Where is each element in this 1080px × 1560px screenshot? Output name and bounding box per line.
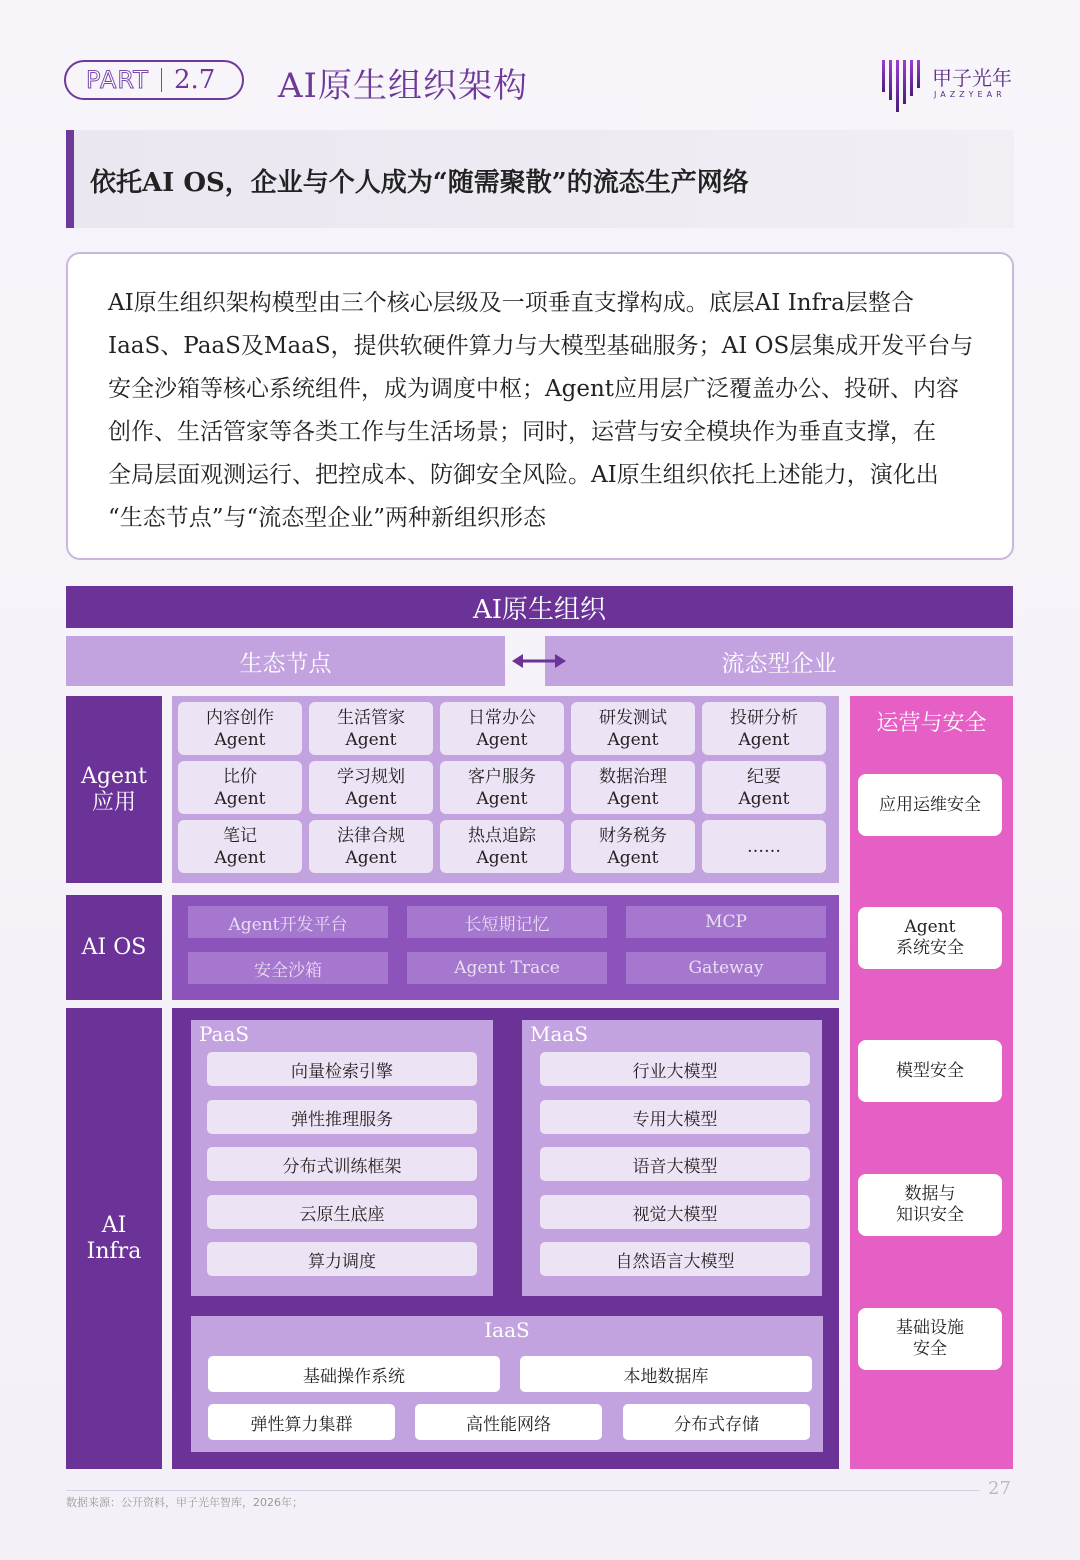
infra-layer-label [66,1008,162,1469]
iaas-item: 高性能网络 [415,1404,602,1440]
description-line: “生态节点”与“流态型企业”两种新组织形态 [108,505,547,531]
double-arrow-icon [510,646,568,676]
paas-item: 弹性推理服务 [207,1100,477,1134]
data-source: 数据来源：公开资料，甲子光年智库，2026年； [66,1496,303,1509]
part-divider [161,68,162,92]
agent-card: 研发测试 Agent [571,702,695,755]
page-title: AI原生组织架构 [278,66,528,106]
aios-chip: Gateway [626,952,826,984]
security-card: 应用运维安全 [858,774,1002,836]
iaas-item: 本地数据库 [520,1356,812,1392]
maas-item: 专用大模型 [540,1100,810,1134]
agent-layer-label [66,696,162,883]
page-number: 27 [988,1478,1011,1499]
description-line: 全局层面观测运行、把控成本、防御安全风险。AI原生组织依托上述能力，演化出 [108,462,939,488]
agent-card: 热点追踪 Agent [440,820,564,873]
part-number: 2.7 [173,65,216,95]
aios-chip: Agent开发平台 [188,906,388,938]
logo-text-cn: 甲子光年 [932,66,1012,90]
agent-layer-label-line1: Agent [81,763,147,789]
subtitle-text: 依托AI OS，企业与个人成为“随需聚散”的流态生产网络 [90,168,749,198]
agent-card-more: …… [702,820,826,873]
brand-logo [880,58,1030,114]
agent-card: 纪要 Agent [702,761,826,814]
infra-layer-label-line2: Infra [86,1238,142,1264]
aios-chip: 长短期记忆 [407,906,607,938]
agent-card: 比价 Agent [178,761,302,814]
aios-chip: 安全沙箱 [188,952,388,984]
diagram-title: AI原生组织 [66,586,1013,628]
paas-item: 分布式训练框架 [207,1147,477,1181]
eco-node-label: 生态节点 [66,636,505,686]
security-card: 基础设施 安全 [858,1308,1002,1370]
aios-panel [172,895,839,1000]
fluid-enterprise-label: 流态型企业 [545,636,1013,686]
iaas-panel [191,1316,823,1452]
security-panel [850,696,1013,1469]
maas-item: 自然语言大模型 [540,1242,810,1276]
iaas-item: 分布式存储 [623,1404,810,1440]
aios-chip: Agent Trace [407,952,607,984]
agent-card: 财务税务 Agent [571,820,695,873]
agent-card: 日常办公 Agent [440,702,564,755]
description-line: 创作、生活管家等各类工作与生活场景；同时，运营与安全模块作为垂直支撑，在 [108,419,936,445]
agent-card: 学习规划 Agent [309,761,433,814]
description-line: IaaS、PaaS及MaaS，提供软硬件算力与大模型基础服务；AI OS层集成开发平台与 [108,333,974,359]
description-line: AI原生组织架构模型由三个核心层级及一项垂直支撑构成。底层AI Infra层整合 [108,290,914,316]
infra-panel [172,1008,839,1469]
maas-panel [522,1020,822,1296]
maas-item: 语音大模型 [540,1147,810,1181]
iaas-item: 基础操作系统 [208,1356,500,1392]
logo-mark-icon [880,58,924,114]
aios-layer-label: AI OS [66,895,162,1000]
agent-layer-label-line2: 应用 [91,789,136,815]
iaas-title: IaaS [484,1318,530,1342]
security-card: Agent 系统安全 [858,907,1002,969]
infra-layer-label-line1: AI [101,1212,127,1238]
maas-item: 行业大模型 [540,1052,810,1086]
part-label: PART [86,66,149,94]
aios-chip: MCP [626,906,826,938]
agent-card: 客户服务 Agent [440,761,564,814]
paas-item: 算力调度 [207,1242,477,1276]
description-line: 安全沙箱等核心系统组件，成为调度中枢；Agent应用层广泛覆盖办公、投研、内容 [108,376,959,402]
maas-title: MaaS [530,1022,589,1046]
agent-card: 生活管家 Agent [309,702,433,755]
footer-divider [66,1490,980,1491]
agent-panel [172,696,839,883]
agent-card: 数据治理 Agent [571,761,695,814]
agent-card: 笔记 Agent [178,820,302,873]
security-card: 数据与 知识安全 [858,1174,1002,1236]
description-text [108,282,998,540]
iaas-item: 弹性算力集群 [208,1404,395,1440]
paas-title: PaaS [199,1022,250,1046]
paas-item: 云原生底座 [207,1195,477,1229]
security-title: 运营与安全 [876,711,987,736]
agent-card: 内容创作 Agent [178,702,302,755]
description-box [66,252,1014,560]
subtitle-banner [66,130,1014,228]
paas-item: 向量检索引擎 [207,1052,477,1086]
agent-card: 法律合规 Agent [309,820,433,873]
security-card: 模型安全 [858,1040,1002,1102]
maas-item: 视觉大模型 [540,1195,810,1229]
agent-grid [178,702,826,873]
agent-card: 投研分析 Agent [702,702,826,755]
paas-panel [191,1020,493,1296]
part-badge [64,60,244,100]
logo-text-en: JAZZYEAR [934,90,1006,99]
